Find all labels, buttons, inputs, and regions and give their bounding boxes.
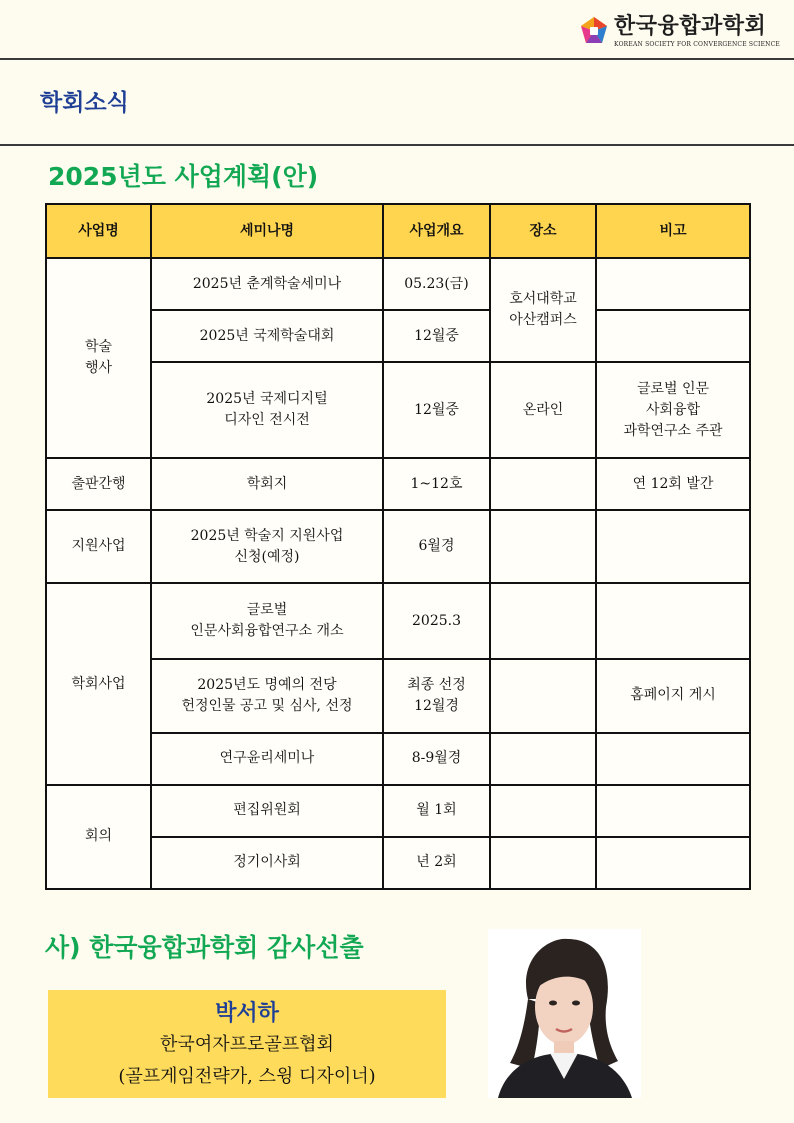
section-title: 학회소식 bbox=[40, 90, 129, 116]
auditor-photo bbox=[488, 929, 641, 1098]
header-place: 장소 bbox=[490, 204, 596, 258]
note-cell bbox=[596, 785, 750, 837]
overview-cell: 12월중 bbox=[383, 310, 490, 362]
overview-cell: 1~12호 bbox=[383, 458, 490, 510]
note-cell: 연 12회 발간 bbox=[596, 458, 750, 510]
auditor-organization: 한국여자프로골프협회 bbox=[160, 1034, 334, 1055]
place-cell bbox=[490, 458, 596, 510]
table-row bbox=[46, 583, 750, 658]
place-cell bbox=[490, 837, 596, 889]
note-cell bbox=[596, 837, 750, 889]
note-cell: 글로벌 인문 사회융합 과학연구소 주관 bbox=[596, 362, 750, 458]
seminar-cell: 연구윤리세미나 bbox=[151, 733, 383, 785]
place-cell: 온라인 bbox=[490, 362, 596, 458]
table-row bbox=[46, 785, 750, 837]
seminar-cell: 2025년도 명예의 전당 헌정인물 공고 및 심사, 선정 bbox=[151, 659, 383, 733]
society-logo bbox=[578, 10, 780, 52]
auditor-name-box bbox=[48, 990, 446, 1098]
seminar-cell: 정기이사회 bbox=[151, 837, 383, 889]
overview-cell: 최종 선정 12월경 bbox=[383, 659, 490, 733]
auditor-role: (골프게임전략가, 스윙 디자이너) bbox=[118, 1066, 376, 1087]
table-row bbox=[46, 837, 750, 889]
seminar-cell: 2025년 춘계학술세미나 bbox=[151, 258, 383, 310]
table-row bbox=[46, 362, 750, 458]
plan-title: 2025년도 사업계획(안) bbox=[48, 162, 319, 191]
logo-korean-text: 한국융합과학회 bbox=[614, 13, 767, 39]
place-cell bbox=[490, 510, 596, 583]
table-row bbox=[46, 659, 750, 733]
seminar-cell: 2025년 국제디지털 디자인 전시전 bbox=[151, 362, 383, 458]
place-cell bbox=[490, 785, 596, 837]
header-overview: 사업개요 bbox=[383, 204, 490, 258]
header-note: 비고 bbox=[596, 204, 750, 258]
header-seminar-name: 세미나명 bbox=[151, 204, 383, 258]
table-row bbox=[46, 510, 750, 583]
table-row bbox=[46, 258, 750, 310]
overview-cell: 6월경 bbox=[383, 510, 490, 583]
society-logo-icon bbox=[578, 15, 610, 47]
seminar-cell: 2025년 국제학술대회 bbox=[151, 310, 383, 362]
header-divider bbox=[0, 58, 794, 60]
seminar-cell: 학회지 bbox=[151, 458, 383, 510]
header-business-name: 사업명 bbox=[46, 204, 151, 258]
logo-english-text: KOREAN SOCIETY FOR CONVERGENCE SCIENCE bbox=[614, 40, 780, 48]
note-cell bbox=[596, 510, 750, 583]
overview-cell: 월 1회 bbox=[383, 785, 490, 837]
section-divider bbox=[0, 144, 794, 146]
overview-cell: 2025.3 bbox=[383, 583, 490, 658]
overview-cell: 년 2회 bbox=[383, 837, 490, 889]
group-meeting: 회의 bbox=[46, 785, 151, 889]
note-cell bbox=[596, 258, 750, 310]
overview-cell: 05.23(금) bbox=[383, 258, 490, 310]
note-cell bbox=[596, 583, 750, 658]
overview-cell: 8-9월경 bbox=[383, 733, 490, 785]
note-cell bbox=[596, 733, 750, 785]
table-row bbox=[46, 458, 750, 510]
note-cell bbox=[596, 310, 750, 362]
table-row bbox=[46, 733, 750, 785]
table-header-row bbox=[46, 204, 750, 258]
overview-cell: 12월중 bbox=[383, 362, 490, 458]
auditor-name: 박서하 bbox=[215, 1001, 279, 1026]
seminar-cell: 2025년 학술지 지원사업 신청(예정) bbox=[151, 510, 383, 583]
table-row bbox=[46, 310, 750, 362]
group-publishing: 출판간행 bbox=[46, 458, 151, 510]
place-cell bbox=[490, 583, 596, 658]
business-plan-table bbox=[45, 203, 751, 890]
place-cell bbox=[490, 659, 596, 733]
group-society: 학회사업 bbox=[46, 583, 151, 784]
place-cell: 호서대학교 아산캠퍼스 bbox=[490, 258, 596, 362]
seminar-cell: 편집위원회 bbox=[151, 785, 383, 837]
note-cell: 홈페이지 게시 bbox=[596, 659, 750, 733]
group-academic: 학술 행사 bbox=[46, 258, 151, 458]
group-support: 지원사업 bbox=[46, 510, 151, 583]
seminar-cell: 글로벌 인문사회융합연구소 개소 bbox=[151, 583, 383, 658]
place-cell bbox=[490, 733, 596, 785]
audit-title: 사) 한국융합과학회 감사선출 bbox=[45, 933, 364, 962]
